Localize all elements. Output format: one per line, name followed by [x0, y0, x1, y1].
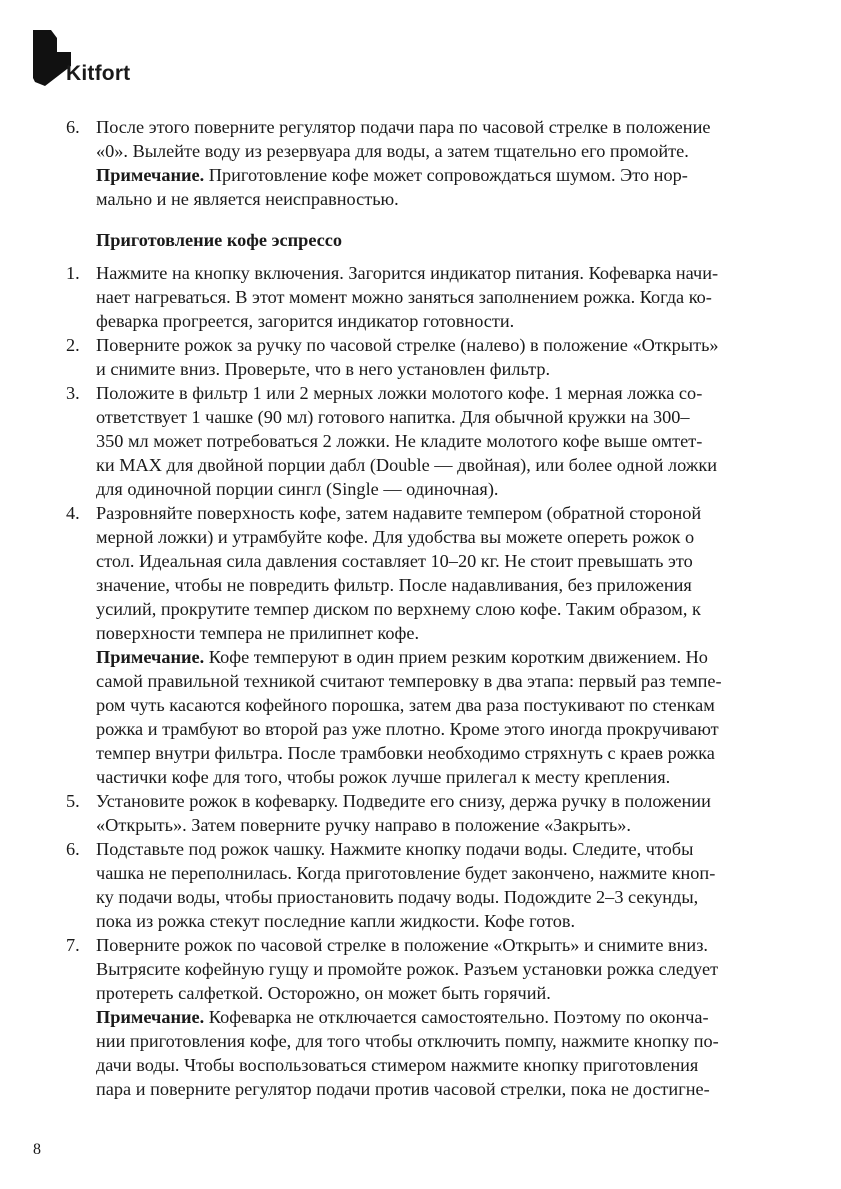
note-line [96, 645, 708, 669]
list-number: 6. [66, 117, 80, 137]
paragraph-line: мально и не является неисправностью. [96, 189, 399, 209]
paragraph-line: Разровняйте поверхность кофе, затем надавите темпером (обратной стороной [96, 503, 702, 523]
paragraph-line: феварка прогреется, загорится индикатор готовности. [96, 311, 515, 331]
note-text: Приготовление кофе может сопровождаться шумом. Это нор- [204, 165, 688, 185]
paragraph-line: ответствует 1 чашке (90 мл) готового напитка. Для обычной кружки на 300– [96, 407, 690, 427]
paragraph-line: стол. Идеальная сила давления составляет 10–20 кг. Не стоит превышать это [96, 551, 693, 571]
note-line: нии приготовления кофе, для того чтобы отключить помпу, нажмите кнопку по- [96, 1031, 719, 1051]
note-line: ром чуть касаются кофейного порошка, затем два раза постукивают по стенкам [96, 695, 715, 715]
note-label: Примечание. [96, 1007, 205, 1027]
note-line: самой правильной техникой считают темперовку в два этапа: первый раз темпе- [96, 671, 722, 691]
brand-name: Kitfort [66, 62, 131, 85]
note-line [96, 163, 688, 187]
paragraph-line: Подставьте под рожок чашку. Нажмите кнопку подачи воды. Следите, чтобы [96, 839, 694, 859]
paragraph-line: пока из рожка стекут последние капли жидкости. Кофе готов. [96, 911, 576, 931]
note-line: темпер внутри фильтра. После трамбовки необходимо стряхнуть с краев рожка [96, 743, 715, 763]
paragraph-line: усилий, прокрутите темпер диском по верхнему слою кофе. Таким образом, к [96, 599, 701, 619]
list-number: 3. [66, 383, 80, 403]
paragraph-line: Установите рожок в кофеварку. Подведите его снизу, держа ручку в положении [96, 791, 711, 811]
paragraph-line: «Открыть». Затем поверните ручку направо в положение «Закрыть». [96, 815, 631, 835]
note-line: частички кофе для того, чтобы рожок лучше прилегал к месту крепления. [96, 767, 671, 787]
note-line: рожка и трамбуют во второй раз уже плотно. Кроме этого иногда прокручивают [96, 719, 719, 739]
paragraph-line: нает нагреваться. В этот момент можно заняться заполнением рожка. Когда ко- [96, 287, 712, 307]
paragraph-line: значение, чтобы не повредить фильтр. После надавливания, без приложения [96, 575, 692, 595]
paragraph-line: «0». Вылейте воду из резервуара для воды, а затем тщательно его промойте. [96, 141, 689, 161]
paragraph-line: После этого поверните регулятор подачи пара по часовой стрелке в положение [96, 117, 711, 137]
paragraph-line: ки MAX для двойной порции дабл (Double — двойная), или более одной ложки [96, 455, 718, 475]
note-label: Примечание. [96, 647, 205, 667]
note-line [96, 1005, 709, 1029]
paragraph-line: протереть салфеткой. Осторожно, он может быть горячий. [96, 983, 551, 1003]
brand-logo [33, 30, 153, 90]
list-number: 1. [66, 263, 80, 283]
paragraph-line: Вытрясите кофейную гущу и промойте рожок. Разъем установки рожка следует [96, 959, 719, 979]
paragraph-line: для одиночной порции сингл (Single — одиночная). [96, 479, 499, 499]
paragraph-line: Поверните рожок за ручку по часовой стрелке (налево) в положение «Открыть» [96, 335, 719, 355]
note-text: Кофе темперуют в один прием резким коротким движением. Но [204, 647, 708, 667]
paragraph-line: ку подачи воды, чтобы приостановить подачу воды. Подождите 2–3 секунды, [96, 887, 699, 907]
paragraph-line: мерной ложки) и утрамбуйте кофе. Для удобства вы можете опереть рожок о [96, 527, 695, 547]
list-number: 2. [66, 335, 80, 355]
note-line: дачи воды. Чтобы воспользоваться стимером нажмите кнопку приготовления [96, 1055, 699, 1075]
paragraph-line: чашка не переполнилась. Когда приготовление будет закончено, нажмите кноп- [96, 863, 716, 883]
paragraph-line: Поверните рожок по часовой стрелке в положение «Открыть» и снимите вниз. [96, 935, 709, 955]
paragraph-line: и снимите вниз. Проверьте, что в него установлен фильтр. [96, 359, 551, 379]
list-number: 7. [66, 935, 80, 955]
paragraph-line: Нажмите на кнопку включения. Загорится индикатор питания. Кофеварка начи- [96, 263, 719, 283]
note-label: Примечание. [96, 165, 205, 185]
paragraph-line: 350 мл может потребоваться 2 ложки. Не кладите молотого кофе выше омтет- [96, 431, 703, 451]
list-number: 5. [66, 791, 80, 811]
page-number: 8 [33, 1141, 41, 1158]
section-heading: Приготовление кофе эспрессо [96, 230, 343, 250]
list-number: 4. [66, 503, 80, 523]
paragraph-line: поверхности темпера не прилипнет кофе. [96, 623, 420, 643]
paragraph-line: Положите в фильтр 1 или 2 мерных ложки молотого кофе. 1 мерная ложка со- [96, 383, 703, 403]
note-line: пара и поверните регулятор подачи против часовой стрелки, пока не достигне- [96, 1079, 710, 1099]
note-text: Кофеварка не отключается самостоятельно. Поэтому по оконча- [204, 1007, 709, 1027]
list-number: 6. [66, 839, 80, 859]
